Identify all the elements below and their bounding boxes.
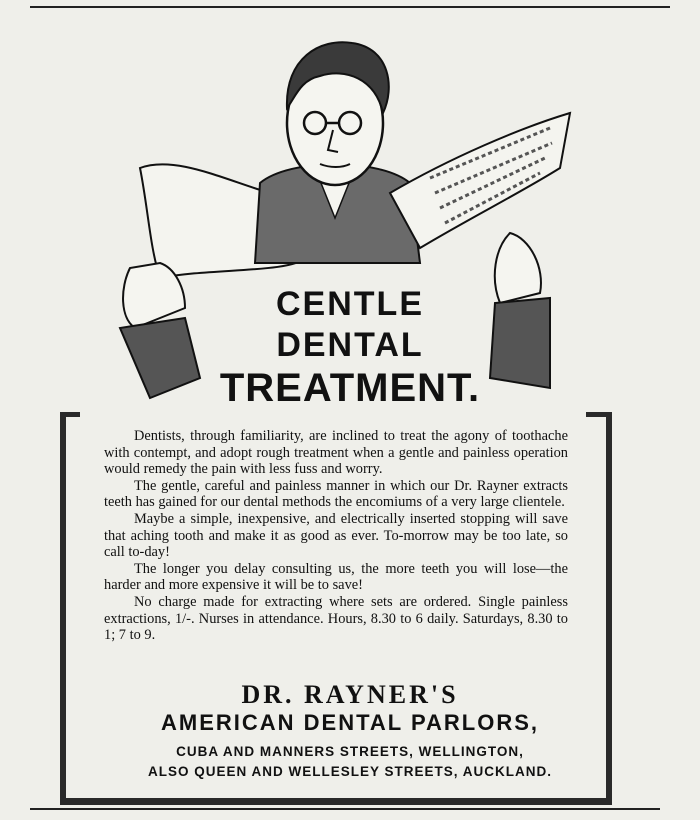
- paragraph: Maybe a simple, inexpensive, and electrically inserted stopping will save that aching tooth and make it as good as ever. To-morrow may be too late, so call to-day!: [104, 510, 568, 561]
- address-auckland: ALSO QUEEN AND WELLESLEY STREETS, AUCKLAND.: [147, 764, 553, 779]
- bottom-rule: [30, 808, 660, 810]
- paragraph: The longer you delay consulting us, the more teeth you will lose—the harder and more expensive it will be to save!: [104, 560, 568, 594]
- paragraph: Dentists, through familiarity, are inclined to treat the agony of toothache with contempt, and adopt rough treatment when a gentle and painless operation would remedy the pain with less fuss and worry.: [104, 428, 568, 478]
- headline-line-1: CENTLE: [276, 285, 424, 323]
- paragraph: No charge made for extracting where sets are ordered. Single painless extractions, 1/-. Nurses in attendance. Hours, 8.30 to 6 daily. Saturdays, 8.30 to 1; 7 to 9.: [104, 593, 568, 644]
- paragraph: The gentle, careful and painless manner in which our Dr. Rayner extracts teeth has gained for our dental methods the encomiums of a very large clientele.: [104, 477, 568, 511]
- frame-corner-right: [586, 412, 606, 417]
- address-wellington: CUBA AND MANNERS STREETS, WELLINGTON,: [176, 744, 524, 759]
- business-name: AMERICAN DENTAL PARLORS,: [161, 710, 539, 735]
- top-rule: [30, 6, 670, 8]
- frame-corner-left: [60, 412, 80, 417]
- dentist-name: DR. RAYNER'S: [241, 680, 459, 709]
- headline-line-2: DENTAL: [276, 326, 424, 364]
- body-copy: [104, 428, 568, 644]
- headline-line-3: TREATMENT.: [219, 366, 481, 410]
